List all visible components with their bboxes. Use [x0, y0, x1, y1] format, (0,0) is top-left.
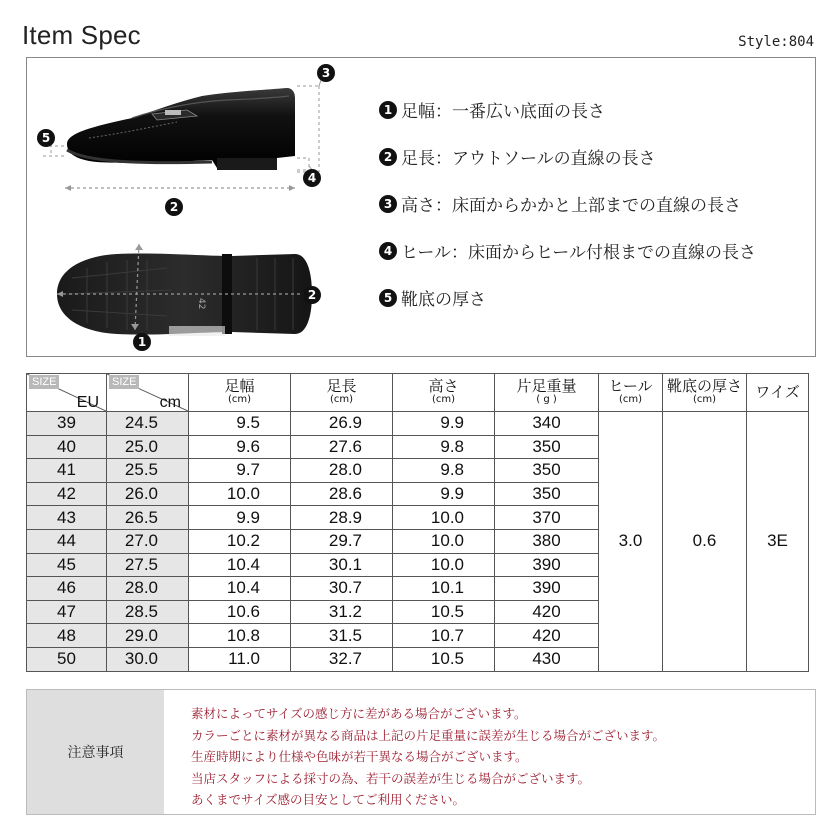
cell-eu-size: 44 [27, 529, 107, 553]
cell-foot-width: 10.8 [189, 624, 291, 648]
cell-weight: 420 [495, 624, 599, 648]
legend-num-5: 5 [379, 289, 397, 307]
cell-cm-size: 25.5 [107, 459, 189, 483]
cell-cm-size: 30.0 [107, 647, 189, 671]
cell-eu-size: 41 [27, 459, 107, 483]
notes-body [164, 690, 815, 814]
page-title: Item Spec [22, 20, 141, 50]
size-unit-cm: cm [159, 394, 181, 411]
marker-4: 4 [303, 169, 321, 187]
header-weight: 片足重量 ( g ) [495, 374, 599, 412]
legend-item-foot-width [379, 86, 809, 133]
cell-foot-length: 31.5 [291, 624, 393, 648]
cell-cm-size: 25.0 [107, 435, 189, 459]
cell-eu-size: 40 [27, 435, 107, 459]
cell-foot-length: 28.9 [291, 506, 393, 530]
shoe-diagram [27, 58, 367, 358]
shoe-side-view [67, 88, 295, 170]
cell-foot-length: 29.7 [291, 529, 393, 553]
cell-foot-width: 10.2 [189, 529, 291, 553]
legend-label-height: 高さ：床面からかかと上部までの直線の長さ [401, 196, 741, 216]
cell-eu-size: 43 [27, 506, 107, 530]
cell-height: 9.9 [393, 412, 495, 436]
size-spec-table [26, 373, 809, 672]
legend-label-foot-width: 足幅：一番広い底面の長さ [401, 102, 605, 122]
cell-foot-width: 9.5 [189, 412, 291, 436]
legend-item-sole-thickness [379, 274, 809, 321]
cell-eu-size: 42 [27, 482, 107, 506]
cell-height: 9.9 [393, 482, 495, 506]
legend-label-heel: ヒール：床面からヒール付根までの直線の長さ [401, 243, 756, 263]
cell-eu-size: 46 [27, 577, 107, 601]
cell-foot-width: 11.0 [189, 647, 291, 671]
cell-cm-size: 28.0 [107, 577, 189, 601]
cell-width: 3E [747, 412, 809, 672]
cell-foot-length: 28.0 [291, 459, 393, 483]
cell-weight: 340 [495, 412, 599, 436]
cell-cm-size: 28.5 [107, 600, 189, 624]
cell-foot-width: 9.9 [189, 506, 291, 530]
shoe-sole-view [57, 253, 312, 336]
cell-foot-width: 9.7 [189, 459, 291, 483]
cell-weight: 350 [495, 459, 599, 483]
size-unit-eu: EU [76, 394, 99, 411]
cell-height: 10.5 [393, 647, 495, 671]
notes-label: 注意事項 [27, 690, 164, 814]
cell-foot-width: 10.6 [189, 600, 291, 624]
sole-size-mark: 42 [196, 298, 206, 310]
cell-foot-width: 10.4 [189, 553, 291, 577]
cell-height: 10.0 [393, 553, 495, 577]
header-height: 高さ (cm) [393, 374, 495, 412]
cell-heel: 3.0 [599, 412, 663, 672]
cell-foot-length: 32.7 [291, 647, 393, 671]
cell-cm-size: 24.5 [107, 412, 189, 436]
cell-weight: 380 [495, 529, 599, 553]
note-line: あくまでサイズ感の目安としてご利用ください。 [191, 792, 466, 807]
cell-foot-width: 10.4 [189, 577, 291, 601]
marker-2-sole: 2 [303, 286, 321, 304]
legend-label-sole-thickness: 靴底の厚さ [401, 290, 486, 310]
cell-weight: 430 [495, 647, 599, 671]
measurement-legend [379, 86, 809, 321]
cell-foot-width: 10.0 [189, 482, 291, 506]
style-code: Style:804 [738, 34, 814, 50]
cell-cm-size: 26.5 [107, 506, 189, 530]
cell-cm-size: 27.0 [107, 529, 189, 553]
cell-cm-size: 27.5 [107, 553, 189, 577]
table-header-row [27, 374, 809, 412]
cell-height: 10.0 [393, 529, 495, 553]
cell-eu-size: 39 [27, 412, 107, 436]
note-line: 当店スタッフによる採寸の為、若干の誤差が生じる場合がございます。 [191, 770, 591, 786]
cell-eu-size: 50 [27, 647, 107, 671]
header-width: ワイズ [747, 374, 809, 412]
legend-item-foot-length [379, 133, 809, 180]
legend-num-2: 2 [379, 148, 397, 166]
cell-weight: 420 [495, 600, 599, 624]
header-foot-length: 足長 (cm) [291, 374, 393, 412]
cell-foot-length: 30.7 [291, 577, 393, 601]
cell-weight: 390 [495, 577, 599, 601]
cell-cm-size: 26.0 [107, 482, 189, 506]
cell-foot-length: 30.1 [291, 553, 393, 577]
cell-foot-length: 28.6 [291, 482, 393, 506]
note-line: 生産時期により仕様や色味が若干異なる場合がございます。 [191, 749, 528, 764]
cell-height: 10.7 [393, 624, 495, 648]
cell-foot-length: 26.9 [291, 412, 393, 436]
legend-num-3: 3 [379, 195, 397, 213]
header-size-eu [27, 374, 107, 412]
spec-diagram-box [26, 57, 816, 357]
header-sole-thickness: 靴底の厚さ (cm) [663, 374, 747, 412]
size-tag-eu: SIZE [29, 375, 59, 389]
note-line: カラーごとに素材が異なる商品は上記の片足重量に誤差が生じる場合がございます。 [191, 727, 666, 743]
marker-1-sole: 1 [133, 333, 151, 351]
marker-3: 3 [317, 64, 335, 82]
cell-weight: 370 [495, 506, 599, 530]
legend-num-4: 4 [379, 242, 397, 260]
cell-height: 9.8 [393, 435, 495, 459]
table-row [27, 412, 809, 436]
cell-height: 10.0 [393, 506, 495, 530]
legend-label-foot-length: 足長：アウトソールの直線の長さ [401, 149, 656, 169]
header-heel: ヒール (cm) [599, 374, 663, 412]
cell-weight: 350 [495, 482, 599, 506]
marker-5: 5 [37, 129, 55, 147]
header-foot-width: 足幅 (cm) [189, 374, 291, 412]
cell-eu-size: 47 [27, 600, 107, 624]
notes-box [26, 689, 816, 815]
cell-height: 10.5 [393, 600, 495, 624]
size-tag-cm: SIZE [109, 375, 139, 389]
note-line: 素材によってサイズの感じ方に差がある場合がございます。 [191, 706, 527, 721]
legend-item-height [379, 180, 809, 227]
header-size-cm [107, 374, 189, 412]
cell-eu-size: 45 [27, 553, 107, 577]
cell-weight: 390 [495, 553, 599, 577]
cell-weight: 350 [495, 435, 599, 459]
cell-foot-width: 9.6 [189, 435, 291, 459]
cell-foot-length: 27.6 [291, 435, 393, 459]
cell-height: 10.1 [393, 577, 495, 601]
cell-height: 9.8 [393, 459, 495, 483]
cell-eu-size: 48 [27, 624, 107, 648]
marker-2-side: 2 [165, 198, 183, 216]
legend-item-heel [379, 227, 809, 274]
legend-num-1: 1 [379, 101, 397, 119]
cell-sole-thickness: 0.6 [663, 412, 747, 672]
cell-cm-size: 29.0 [107, 624, 189, 648]
cell-foot-length: 31.2 [291, 600, 393, 624]
